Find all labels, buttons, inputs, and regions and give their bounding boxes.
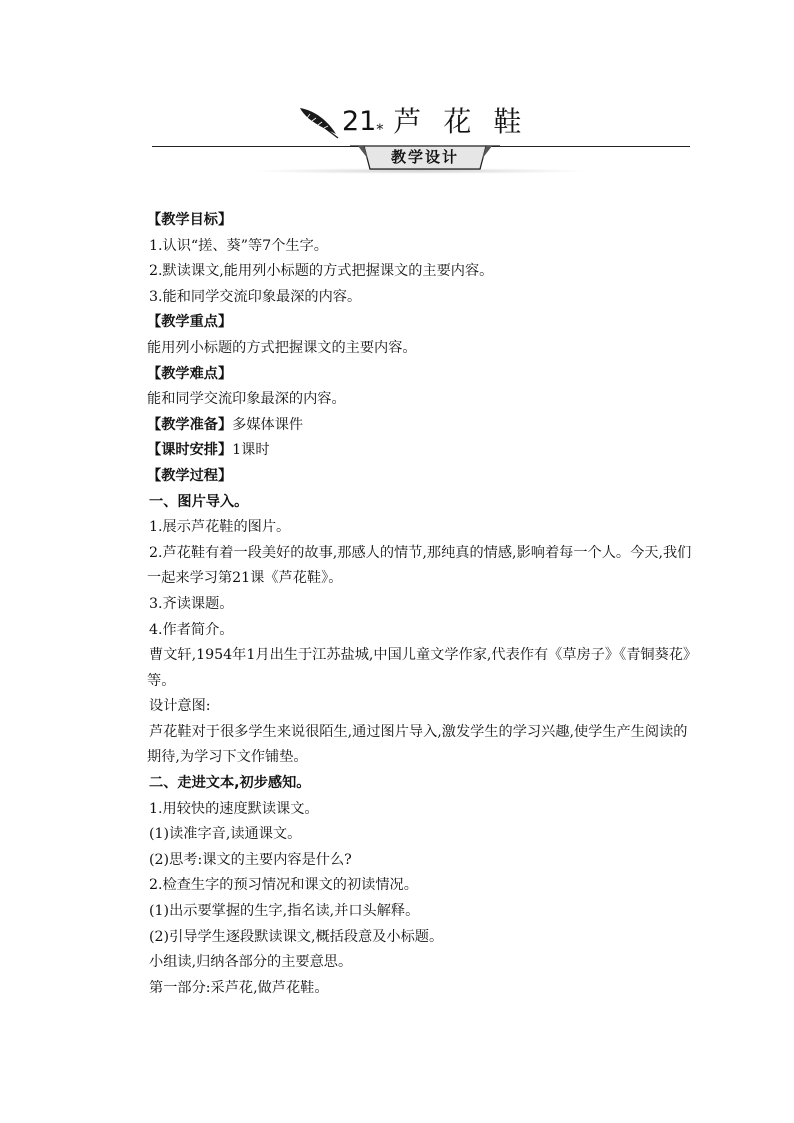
step-text: 小组读,归纳各部分的主要意思。 xyxy=(149,954,353,971)
design-intent-text: 芦花鞋对于很多学生来说很陌生,通过图片导入,激发学生的学习兴趣,使学生产生阅读的期待,为学习下文作铺垫。 xyxy=(147,723,688,766)
step-text: 第一部分:采芦花,做芦花鞋。 xyxy=(149,979,329,996)
goal-item: 1.认识“搓、葵”等7个生字。 xyxy=(149,237,328,254)
preparation-line xyxy=(147,413,697,439)
optional-lesson-mark: * xyxy=(376,122,384,138)
substep-text: (1)出示要掌握的生字,指名读,并口头解释。 xyxy=(149,903,420,920)
design-intent-label: 设计意图: xyxy=(149,698,211,715)
lesson-plan-body xyxy=(147,208,697,1001)
step-text: 4.作者简介。 xyxy=(149,621,234,638)
process-heading: 【教学过程】 xyxy=(147,467,233,484)
difficulty-text: 能和同学交流印象最深的内容。 xyxy=(147,391,346,408)
lesson-title: 芦花鞋 xyxy=(393,105,544,138)
lesson-title-row xyxy=(298,96,543,140)
step-text: 3.齐读课题。 xyxy=(149,595,234,612)
substep-text: (2)思考:课文的主要内容是什么? xyxy=(149,851,352,868)
step-text: 1.展示芦花鞋的图片。 xyxy=(149,519,291,536)
focus-heading: 【教学重点】 xyxy=(147,314,233,331)
teaching-design-banner xyxy=(350,141,500,171)
schedule-text: 1课时 xyxy=(232,442,270,459)
section-title: 一、图片导入。 xyxy=(149,493,249,510)
banner-label: 教学设计 xyxy=(390,147,459,166)
schedule-heading: 【课时安排】 xyxy=(147,442,233,459)
schedule-line xyxy=(147,438,697,464)
author-intro: 曹文轩,1954年1月出生于江苏盐城,中国儿童文学作家,代表作有《草房子》《青铜葵花》等。 xyxy=(147,647,691,689)
step-text: 2.检查生字的预习情况和课文的初读情况。 xyxy=(149,877,418,894)
substep-text: (1)读准字音,读通课文。 xyxy=(149,826,302,843)
preparation-text: 多媒体课件 xyxy=(232,416,304,433)
substep-text: (2)引导学生逐段默读课文,概括段意及小标题。 xyxy=(149,928,444,945)
preparation-heading: 【教学准备】 xyxy=(147,416,233,433)
step-text: 2.芦花鞋有着一段美好的故事,那感人的情节,那纯真的情感,影响着每一个人。今天,我们一起来学习第21课《芦花鞋》。 xyxy=(147,544,692,587)
page-header xyxy=(0,0,794,180)
focus-text: 能用列小标题的方式把握课文的主要内容。 xyxy=(147,339,417,356)
difficulty-heading: 【教学难点】 xyxy=(147,365,233,382)
quill-feather-icon xyxy=(298,106,340,140)
step-text: 1.用较快的速度默读课文。 xyxy=(149,800,319,817)
section-title: 二、走进文本,初步感知。 xyxy=(149,775,311,792)
goals-heading: 【教学目标】 xyxy=(147,212,233,228)
lesson-number: 21 xyxy=(342,106,377,137)
goal-item: 2.默读课文,能用列小标题的方式把握课文的主要内容。 xyxy=(149,263,494,280)
goal-item: 3.能和同学交流印象最深的内容。 xyxy=(149,288,362,305)
